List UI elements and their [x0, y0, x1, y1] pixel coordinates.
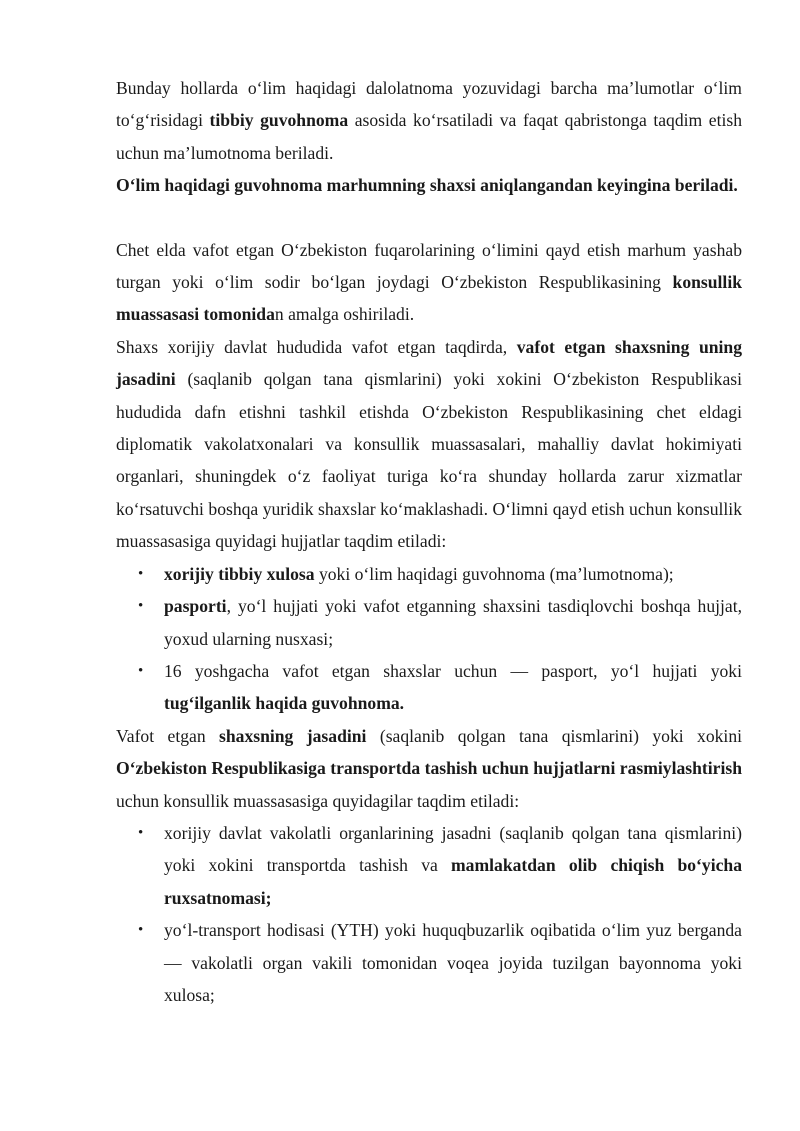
bold-text-run: mamlakatdan olib chiqish bo‘yicha ruxsatnomasi;: [164, 855, 742, 908]
text-run: 16 yoshgacha vafot etgan shaxslar uchun — pasport, yo‘l hujjati yoki: [164, 660, 742, 681]
bold-text-run: vafot etgan shaxsning uning jasadini: [116, 336, 743, 390]
list-item: [116, 590, 742, 655]
paragraph-spacer: [116, 202, 742, 234]
transport-documents-list: [116, 817, 742, 1011]
paragraph-death-certificate-issued: [116, 169, 742, 201]
text-run: n amalga oshiriladi.: [274, 304, 415, 325]
bullet-icon: •: [138, 565, 144, 582]
text-run: asosida ko‘rsatiladi va faqat qabristonga taqdim etish uchun ma’lumotnoma beriladi.: [116, 110, 742, 163]
text-run: uchun konsullik muassasasiga quyidagilar taqdim etiladi:: [116, 790, 520, 811]
bold-text-run: tibbiy guvohnoma: [209, 110, 349, 131]
bold-text-run: O‘lim haqidagi guvohnoma marhumning shaxsi aniqlangandan keyingina beriladi.: [116, 175, 738, 196]
text-run: Shaxs xorijiy davlat hududida vafot etgan taqdirda,: [116, 336, 517, 357]
list-item: [116, 655, 742, 720]
document-body: [116, 72, 742, 1011]
paragraph-foreign-death-assistance: [116, 331, 742, 558]
text-run: yo‘l-transport hodisasi (YTH) yoki huquqbuzarlik oqibatida o‘lim yuz berganda — vakolatli organ vakili tomonidan voqea joyida tuzilgan bayonnoma yoki xulosa;: [164, 920, 742, 1005]
bullet-icon: •: [138, 922, 144, 939]
bold-text-run: tug‘ilganlik haqida guvohnoma.: [164, 693, 405, 714]
text-run: (saqlanib qolgan tana qismlarini) yoki xokini O‘zbekiston Respublikasi hududida dafn etishni tashkil etishda O‘zbekiston Respublikasining chet eldagi diplomatik vakolatxonalari va konsullik muassasalari, mahalliy davlat hokimiyati organlari, shuningdek o‘z faoliyat turiga ko‘ra shunday hollarda zarur xizmatlar ko‘rsatuvchi boshqa yuridik shaxslar ko‘maklashadi. O‘limni qayd etish uchun konsullik muassasasiga quyidagi hujjatlar taqdim etiladi:: [116, 369, 742, 552]
list-item: [116, 558, 742, 590]
bold-text-run: shaxsning jasadini: [219, 725, 367, 746]
required-documents-list: [116, 558, 742, 720]
bold-text-run: xorijiy tibbiy xulosa: [164, 563, 315, 584]
paragraph-abroad-registration: [116, 234, 742, 331]
list-item: [116, 914, 742, 1011]
paragraph-transport-documents: [116, 720, 742, 817]
bold-text-run: pasporti: [164, 596, 227, 617]
text-run: yoki o‘lim haqidagi guvohnoma (ma’lumotnoma);: [314, 563, 674, 584]
text-run: Bunday hollarda o‘lim haqidagi dalolatnoma yozuvidagi barcha ma’lumotlar o‘lim to‘g‘risidagi: [116, 78, 742, 131]
bold-text-run: konsullik muassasasi tomonida: [116, 272, 742, 325]
text-run: Vafot etgan: [116, 725, 220, 746]
text-run: xorijiy davlat vakolatli organlarining jasadni (saqlanib qolgan tana qismlarini) yoki xokini transportda tashish va: [164, 822, 742, 876]
text-run: Chet elda vafot etgan O‘zbekiston fuqarolarining o‘limini qayd etish marhum yashab turgan yoki o‘lim sodir bo‘lgan joydagi O‘zbekiston Respublikasining: [116, 239, 742, 293]
bold-text-run: O‘zbekiston Respublikasiga transportda tashish uchun hujjatlarni rasmiylashtirish: [116, 758, 742, 779]
bullet-icon: •: [138, 662, 144, 679]
text-run: , yo‘l hujjati yoki vafot etganning shaxsini tasdiqlovchi boshqa hujjat, yoxud ularning nusxasi;: [164, 596, 742, 649]
bullet-icon: •: [138, 598, 144, 615]
list-item: [116, 817, 742, 914]
paragraph-death-record-info: [116, 72, 742, 169]
text-run: (saqlanib qolgan tana qismlarini) yoki xokini: [366, 725, 742, 746]
bullet-icon: •: [138, 824, 144, 841]
